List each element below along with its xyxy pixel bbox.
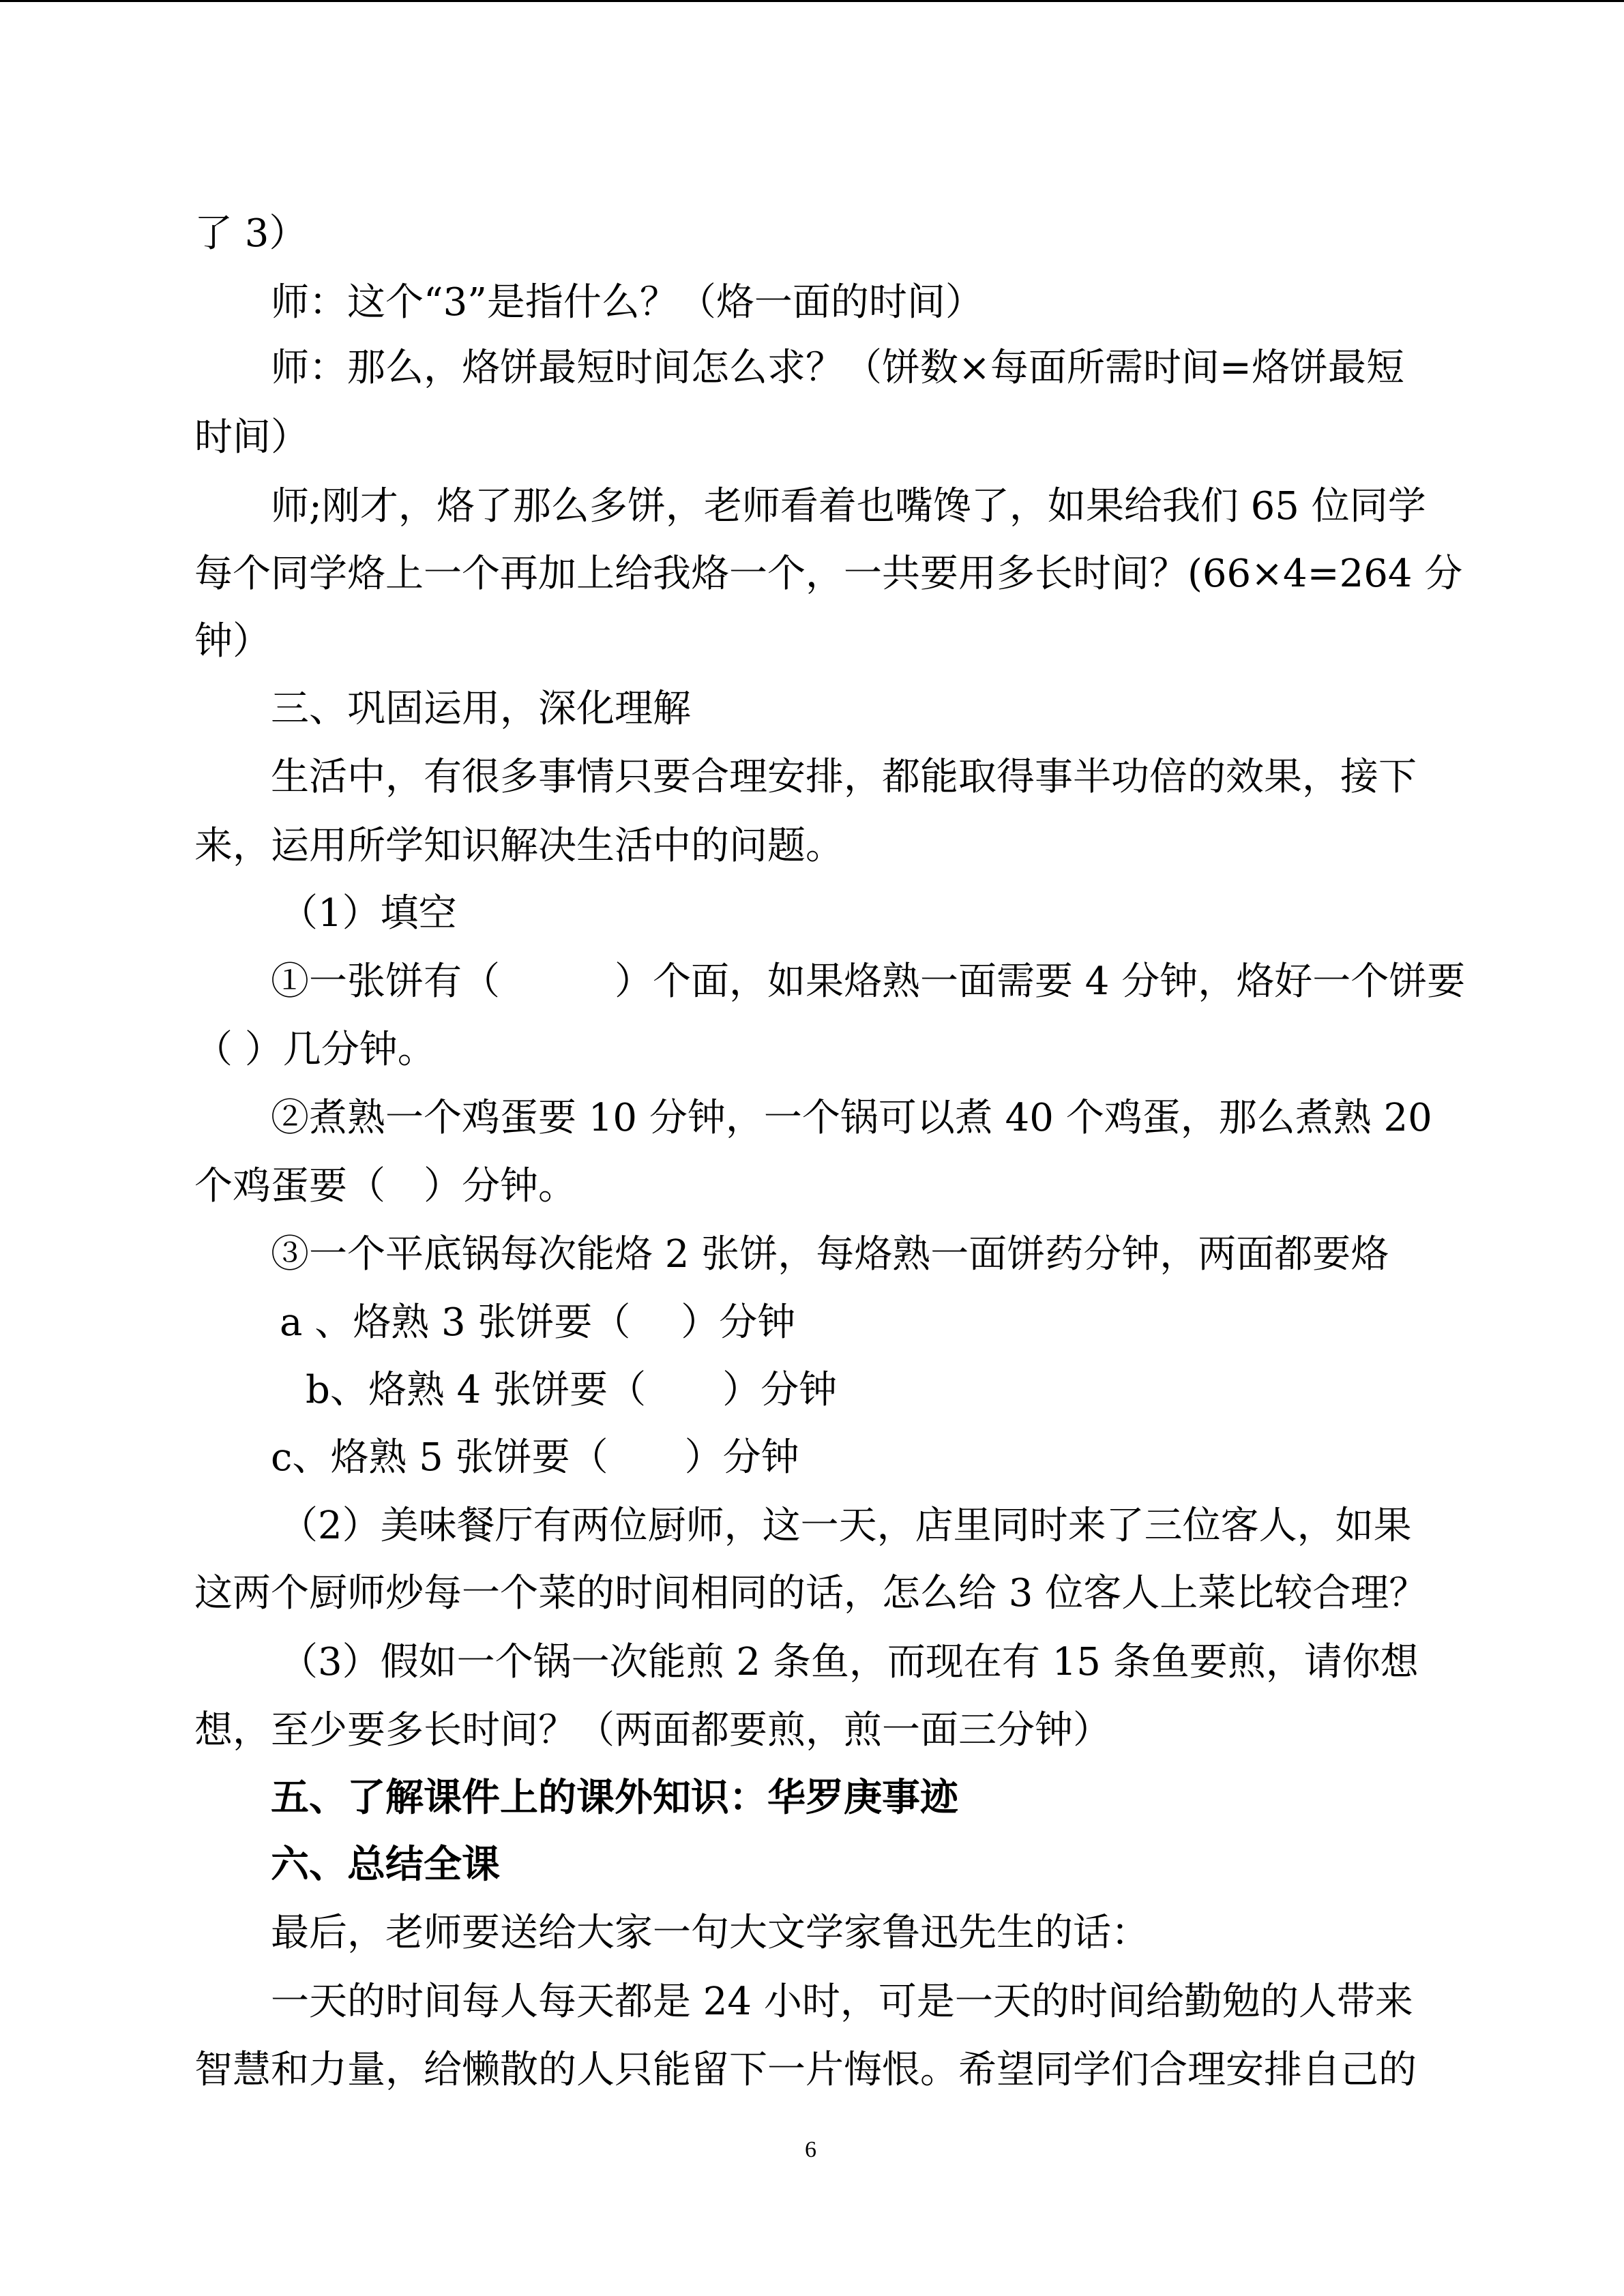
exercise-line: ①一张饼有（ ）个面，如果烙熟一面需要 4 分钟，烙好一个饼要 xyxy=(271,959,1466,1004)
exercise-line: 个鸡蛋要（ ）分钟。 xyxy=(194,1164,576,1208)
exercise-line: ②煮熟一个鸡蛋要 10 分钟，一个锅可以煮 40 个鸡蛋，那么煮熟 20 xyxy=(271,1096,1432,1140)
subsection-heading: （1）填空 xyxy=(280,891,457,936)
text-line: 这两个厨师炒每一个菜的时间相同的话，怎么给 3 位客人上菜比较合理？ xyxy=(194,1571,1428,1615)
text-line: 师：这个“3”是指什么？（烙一面的时间） xyxy=(271,280,984,325)
section-heading: 三、巩固运用，深化理解 xyxy=(271,687,691,731)
text-line: 最后，老师要送给大家一句大文学家鲁迅先生的话： xyxy=(271,1911,1149,1955)
page-top-border xyxy=(0,0,1624,2)
page-number: 6 xyxy=(805,2137,816,2162)
text-line: 一天的时间每人每天都是 24 小时，可是一天的时间给勤勉的人带来 xyxy=(271,1980,1413,2024)
exercise-line: （ ）几分钟。 xyxy=(194,1028,436,1072)
text-line: 来，运用所学知识解决生活中的问题。 xyxy=(194,824,844,868)
text-line: （2）美味餐厅有两位厨师，这一天，店里同时来了三位客人，如果 xyxy=(280,1504,1412,1548)
exercise-subitem: c、烙熟 5 张饼要（ ）分钟 xyxy=(271,1435,799,1480)
exercise-line: ③一个平底锅每次能烙 2 张饼，每烙熟一面饼药分钟，两面都要烙 xyxy=(271,1232,1389,1277)
exercise-subitem: b、烙熟 4 张饼要（ ）分钟 xyxy=(306,1368,838,1412)
text-line: 想，至少要多长时间？（两面都要煎，煎一面三分钟） xyxy=(194,1708,1111,1753)
section-heading-bold: 五、了解课件上的课外知识：华罗庚事迹 xyxy=(271,1776,958,1820)
text-line: 了 3） xyxy=(194,211,308,256)
text-line: 每个同学烙上一个再加上给我烙一个，一共要用多长时间？(66×4=264 分 xyxy=(194,552,1463,596)
text-line: 师：那么，烙饼最短时间怎么求？（饼数×每面所需时间=烙饼最短 xyxy=(271,346,1404,390)
section-heading-bold: 六、总结全课 xyxy=(271,1843,500,1887)
text-line: 生活中，有很多事情只要合理安排，都能取得事半功倍的效果，接下 xyxy=(271,755,1417,799)
text-line: 钟） xyxy=(194,619,271,664)
exercise-subitem: a 、烙熟 3 张饼要（ ）分钟 xyxy=(280,1300,796,1345)
text-line: 时间） xyxy=(194,415,309,460)
text-line: 师;刚才，烙了那么多饼，老师看着也嘴馋了，如果给我们 65 位同学 xyxy=(271,484,1426,528)
text-line: 智慧和力量，给懒散的人只能留下一片悔恨。希望同学们合理安排自己的 xyxy=(194,2048,1417,2092)
text-line: （3）假如一个锅一次能煎 2 条鱼，而现在有 15 条鱼要煎，请你想 xyxy=(280,1640,1419,1684)
